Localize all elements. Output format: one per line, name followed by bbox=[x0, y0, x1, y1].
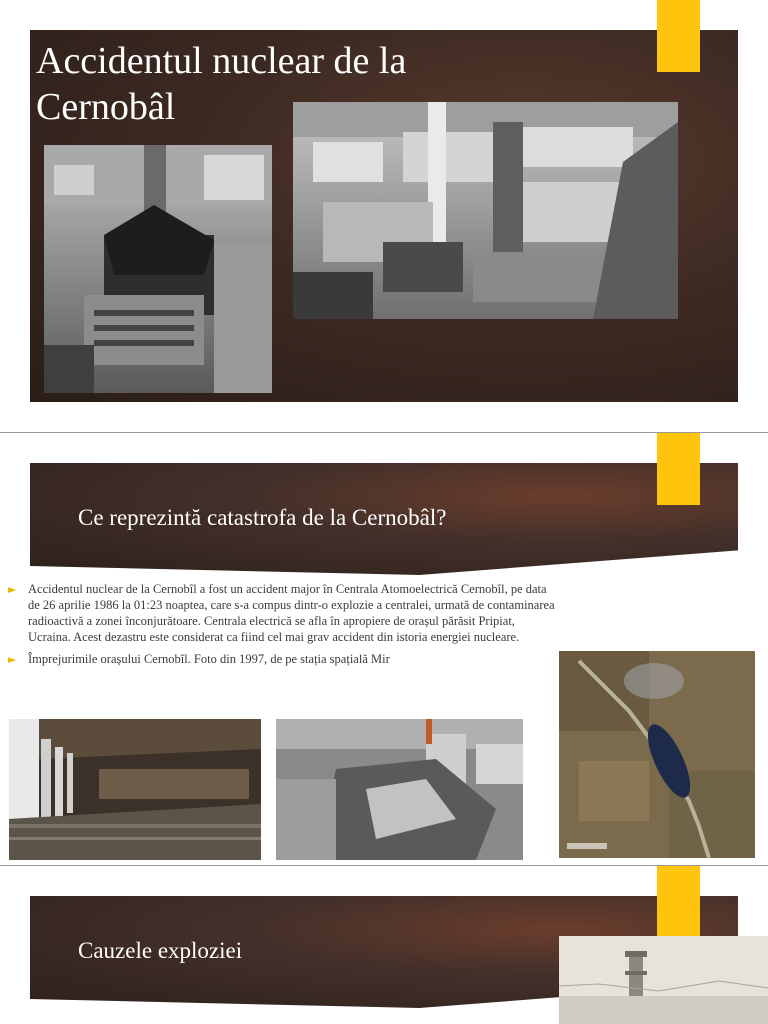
bullet-text: Împrejurimile orașului Cernobîl. Foto din 1997, de pe stația spațială Mir bbox=[28, 652, 390, 666]
bullet-arrow-icon: ► bbox=[8, 653, 17, 666]
satellite-photo bbox=[559, 651, 755, 858]
title-line-2: Cernobâl bbox=[36, 86, 176, 128]
reactor-ruins-photo bbox=[276, 719, 523, 860]
slide-1 bbox=[0, 0, 768, 432]
sketch-photo bbox=[559, 936, 768, 1024]
slide-3-title: Cauzele exploziei bbox=[78, 938, 243, 963]
slide-3 bbox=[0, 866, 768, 1024]
accent-bar bbox=[657, 0, 700, 72]
bullet-text: Accidentul nuclear de la Cernobîl a fost un accident major în Centrala Atomoelectrică Cernobîl, pe data de 26 aprilie 1986 la 01:23 noaptea, care s-a compus dintr-o explozie a centralei, urmată de contaminarea radioactivă a zonei înconjurătoare. Centrala electrică se afla în apropiere de orașul părăsit Pripiat, Ucraina. Acest dezastru este considerat ca fiind cel mai grav accident din istoria energiei nucleare. bbox=[28, 582, 555, 644]
slide-2-title: Ce reprezintă catastrofa de la Cernobâl? bbox=[78, 505, 447, 530]
accent-bar bbox=[657, 866, 700, 938]
title-line-1: Accidentul nuclear de la bbox=[36, 40, 407, 82]
power-plant-aerial-photo bbox=[293, 102, 678, 319]
bullet-list bbox=[8, 581, 556, 673]
slide-2 bbox=[0, 433, 768, 865]
destroyed-reactor-photo bbox=[44, 145, 272, 393]
bullet-arrow-icon: ► bbox=[8, 583, 17, 596]
bullet-item bbox=[8, 581, 556, 645]
abandoned-hall-photo bbox=[9, 719, 261, 860]
bullet-item bbox=[8, 651, 556, 667]
accent-bar bbox=[657, 433, 700, 505]
